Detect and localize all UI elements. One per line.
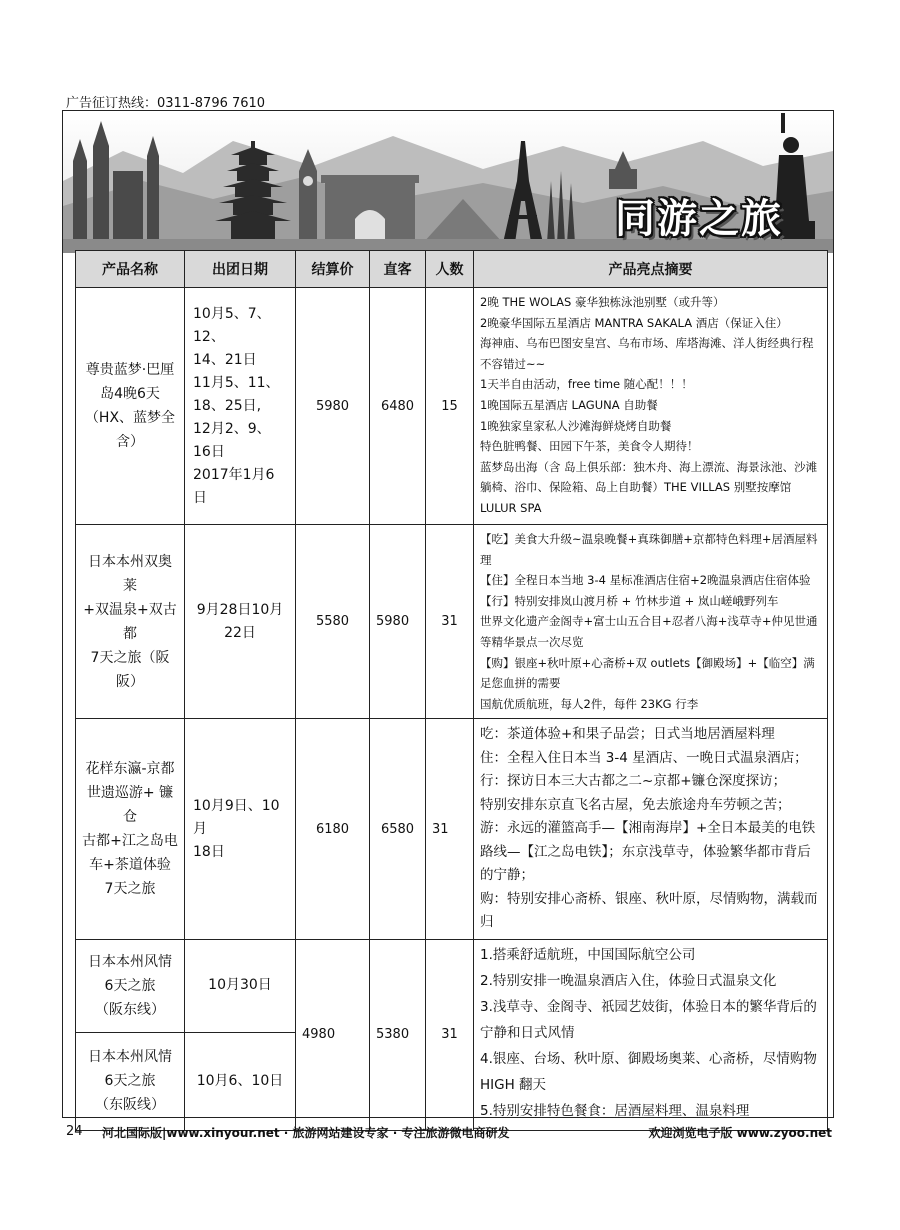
highlight-line: 【住】全程日本当地 3-4 星标准酒店住宿+2晚温泉酒店住宿体验 bbox=[480, 573, 811, 588]
product-name-line: 日本本州风情 bbox=[88, 953, 172, 970]
date-line: 10月5、7、12、 bbox=[193, 305, 271, 345]
date-line: 18日 bbox=[193, 843, 225, 860]
header-direct-price: 直客 bbox=[370, 251, 426, 288]
highlight-line: 世界文化遗产金阁寺+富士山五合目+忍者八海+浅草寺+仲见世通等精华景点一次尽览 bbox=[480, 614, 818, 649]
direct-price: 6580 bbox=[370, 719, 426, 940]
direct-price: 5980 bbox=[370, 525, 426, 719]
product-name-cell bbox=[76, 288, 185, 525]
highlight-line: 特别安排东京直飞名古屋，免去旅途舟车劳顿之苦； bbox=[480, 796, 791, 813]
date-line: 22日 bbox=[224, 624, 256, 641]
banner bbox=[63, 111, 833, 253]
footer-website[interactable]: 欢迎浏览电子版 www.zyoo.net bbox=[648, 1126, 832, 1140]
highlight-line: 2晚 THE WOLAS 豪华独栋泳池别墅（或升等） bbox=[480, 295, 725, 309]
departure-date-cell bbox=[185, 1032, 296, 1130]
settlement-price: 5580 bbox=[296, 525, 370, 719]
page-number: 24 bbox=[66, 1124, 83, 1139]
header-product-name: 产品名称 bbox=[76, 251, 185, 288]
product-name-line: 花样东瀛-京都 bbox=[85, 761, 175, 778]
ad-hotline: 广告征订热线：0311-8796 7610 bbox=[66, 96, 266, 111]
people-count: 31 bbox=[426, 939, 474, 1130]
product-name-line: +双温泉+双古都 bbox=[83, 601, 177, 642]
product-name-cell bbox=[76, 719, 185, 940]
date-line: 12月2、9、16日 bbox=[193, 420, 271, 460]
highlight-line: 4.银座、台场、秋叶原、御殿场奥莱、心斋桥，尽情购物 HIGH 翻天 bbox=[480, 1050, 817, 1093]
departure-date-cell bbox=[185, 525, 296, 719]
highlight-line: 3.浅草寺、金阁寺、祇园艺妓街，体验日本的繁华背后的宁静和日式风情 bbox=[480, 998, 817, 1041]
highlights-cell bbox=[474, 288, 828, 525]
settlement-price: 4980 bbox=[296, 939, 370, 1130]
product-name-line: （东阪线） bbox=[95, 1097, 165, 1114]
product-name-line: （HX、蓝梦全含） bbox=[84, 410, 176, 450]
highlights-cell bbox=[474, 719, 828, 940]
product-name-line: 岛4晚6天 bbox=[100, 386, 160, 402]
direct-price: 6480 bbox=[370, 288, 426, 525]
product-name-line: 7天之旅 bbox=[104, 881, 156, 898]
people-count: 31 bbox=[426, 525, 474, 719]
highlight-line: 海神庙、乌布巴图安皇宫、乌布市场、库塔海滩、洋人街经典行程不容错过~~ bbox=[480, 336, 814, 371]
highlight-line: 5.特别安排特色餐食：居酒屋料理、温泉料理 bbox=[480, 1102, 750, 1119]
settlement-price: 5980 bbox=[296, 288, 370, 525]
highlight-line: 购：特别安排心斋桥、银座、秋叶原，尽情购物，满载而归 bbox=[480, 890, 818, 931]
product-name-line: 7天之旅（阪阪） bbox=[90, 649, 170, 690]
departure-date-cell bbox=[185, 288, 296, 525]
highlights-cell bbox=[474, 525, 828, 719]
highlight-line: 国航优质航班，每人2件，每件 23KG 行李 bbox=[480, 696, 699, 711]
date-line: 11月5、11、 bbox=[193, 374, 280, 391]
settlement-price: 6180 bbox=[296, 719, 370, 940]
banner-title: 同游之旅 bbox=[615, 196, 783, 242]
table-row bbox=[76, 525, 828, 719]
departure-date-cell bbox=[185, 939, 296, 1032]
highlight-line: 行：探访日本三大古都之二~京都+镰仓深度探访； bbox=[480, 773, 787, 790]
header-people: 人数 bbox=[426, 251, 474, 288]
highlight-line: 【吃】美食大升级~温泉晚餐+真珠御膳+京都特色料理+居酒屋料理 bbox=[480, 532, 818, 567]
product-name-cell bbox=[76, 939, 185, 1032]
table-row bbox=[76, 719, 828, 940]
highlight-line: 1晚独家皇家私人沙滩海鲜烧烤自助餐 bbox=[480, 418, 672, 433]
highlight-line: 住：全程入住日本当 3-4 星酒店、一晚日式温泉酒店； bbox=[480, 749, 808, 766]
people-count: 15 bbox=[426, 288, 474, 525]
highlight-line: 2.特别安排一晚温泉酒店入住，体验日式温泉文化 bbox=[480, 972, 777, 989]
table-header-row bbox=[76, 251, 828, 288]
highlight-line: 1天半自由活动，free time 随心配！！！ bbox=[480, 377, 693, 392]
product-name-line: 6天之旅 bbox=[104, 1073, 156, 1090]
product-name-line: 日本本州风情 bbox=[88, 1049, 172, 1066]
product-name-line: （阪东线） bbox=[95, 1001, 165, 1018]
highlight-line: 特色脏鸭餐、田园下午茶，美食令人期待！ bbox=[480, 439, 699, 454]
people-count: 31 bbox=[426, 719, 474, 940]
table-row bbox=[76, 288, 828, 525]
departure-date-cell bbox=[185, 719, 296, 940]
header-highlights: 产品亮点摘要 bbox=[474, 251, 828, 288]
product-name-cell bbox=[76, 1032, 185, 1130]
highlight-line: 吃：茶道体验+和果子品尝；日式当地居酒屋料理 bbox=[480, 726, 775, 743]
highlight-line: 【购】银座+秋叶原+心斋桥+双 outlets【御殿场】+【临空】满足您血拼的需要 bbox=[480, 655, 815, 691]
highlight-line: 2晚豪华国际五星酒店 MANTRA SAKALA 酒店（保证入住） bbox=[480, 315, 788, 330]
date-line: 18、25日, bbox=[193, 397, 262, 414]
highlight-line: 蓝梦岛出海（含 岛上俱乐部：独木舟、海上漂流、海景泳池、沙滩躺椅、浴巾、保险箱、岛上自助餐）THE VILLAS 别墅按摩馆 LULUR SPA bbox=[480, 459, 818, 515]
highlight-line: 1晚国际五星酒店 LAGUNA 自助餐 bbox=[480, 397, 658, 412]
product-name-cell bbox=[76, 525, 185, 719]
table-row bbox=[76, 939, 828, 1032]
date-line: 2017年1月6日 bbox=[193, 466, 275, 506]
date-line: 10月9日、10月 bbox=[193, 797, 280, 837]
product-name-line: 古都+江之岛电 bbox=[82, 833, 178, 850]
date-line: 10月30日 bbox=[208, 977, 272, 994]
highlight-line: 游：永远的灌篮高手—【湘南海岸】+全日本最美的电铁路线—【江之岛电铁】；东京浅草寺，体验繁华都市背后的宁静； bbox=[480, 820, 816, 884]
highlight-line: 【行】特别安排岚山渡月桥 + 竹林步道 + 岚山嵯峨野列车 bbox=[480, 593, 779, 608]
date-line: 14、21日 bbox=[193, 351, 257, 368]
product-name-line: 世遗巡游+ 镰仓 bbox=[86, 785, 174, 826]
product-name-line: 日本本州双奥莱 bbox=[88, 553, 172, 594]
product-name-line: 车+茶道体验 bbox=[89, 857, 171, 874]
date-line: 9月28日10月 bbox=[196, 601, 284, 618]
date-line: 10月6、10日 bbox=[196, 1072, 284, 1089]
highlight-line: 1.搭乘舒适航班，中国国际航空公司 bbox=[480, 946, 696, 963]
header-settlement-price: 结算价 bbox=[296, 251, 370, 288]
header-departure-date: 出团日期 bbox=[185, 251, 296, 288]
highlights-cell bbox=[474, 939, 828, 1130]
product-name-line: 尊贵蓝梦·巴厘 bbox=[85, 362, 175, 378]
tour-table bbox=[75, 250, 828, 1131]
direct-price: 5380 bbox=[370, 939, 426, 1130]
product-name-line: 6天之旅 bbox=[104, 977, 156, 994]
footer-publication: 河北国际版|www.xinyour.net · 旅游网站建设专家 · 专注旅游微电商研发 bbox=[102, 1126, 510, 1140]
